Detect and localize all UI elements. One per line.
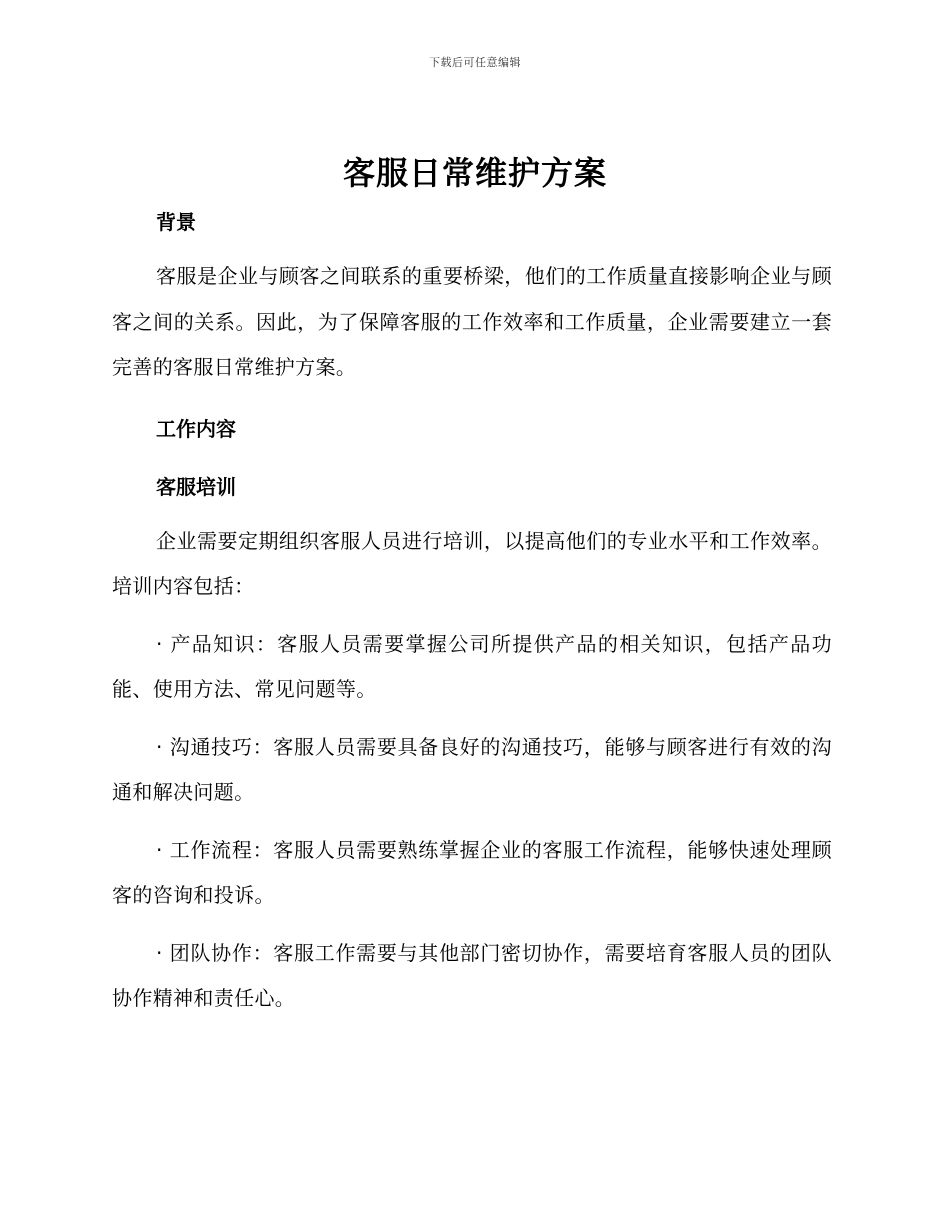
document-body xyxy=(112,196,832,1022)
section-heading-training: 客服培训 xyxy=(156,474,236,499)
training-intro-paragraph: 企业需要定期组织客服人员进行培训，以提高他们的专业水平和工作效率。培训内容包括： xyxy=(112,528,832,598)
section-heading-background: 背景 xyxy=(156,210,196,234)
header-note: 下载后可任意编辑 xyxy=(429,56,521,69)
document-title: 客服日常维护方案 xyxy=(342,154,607,192)
background-paragraph: 客服是企业与顾客之间联系的重要桥梁，他们的工作质量直接影响企业与顾客之间的关系。因此，为了保障客服的工作效率和工作质量，企业需要建立一套完善的客服日常维护方案。 xyxy=(112,264,832,379)
training-item-product-knowledge: · 产品知识：客服人员需要掌握公司所提供产品的相关知识，包括产品功能、使用方法、常见问题等。 xyxy=(112,631,832,701)
training-item-workflow: · 工作流程：客服人员需要熟练掌握企业的客服工作流程，能够快速处理顾客的咨询和投诉。 xyxy=(112,837,832,907)
training-item-communication-skills: · 沟通技巧：客服人员需要具备良好的沟通技巧，能够与顾客进行有效的沟通和解决问题。 xyxy=(112,734,832,804)
section-heading-work-content: 工作内容 xyxy=(156,416,236,441)
training-item-teamwork: · 团队协作：客服工作需要与其他部门密切协作，需要培育客服人员的团队协作精神和责任心。 xyxy=(112,940,832,1010)
